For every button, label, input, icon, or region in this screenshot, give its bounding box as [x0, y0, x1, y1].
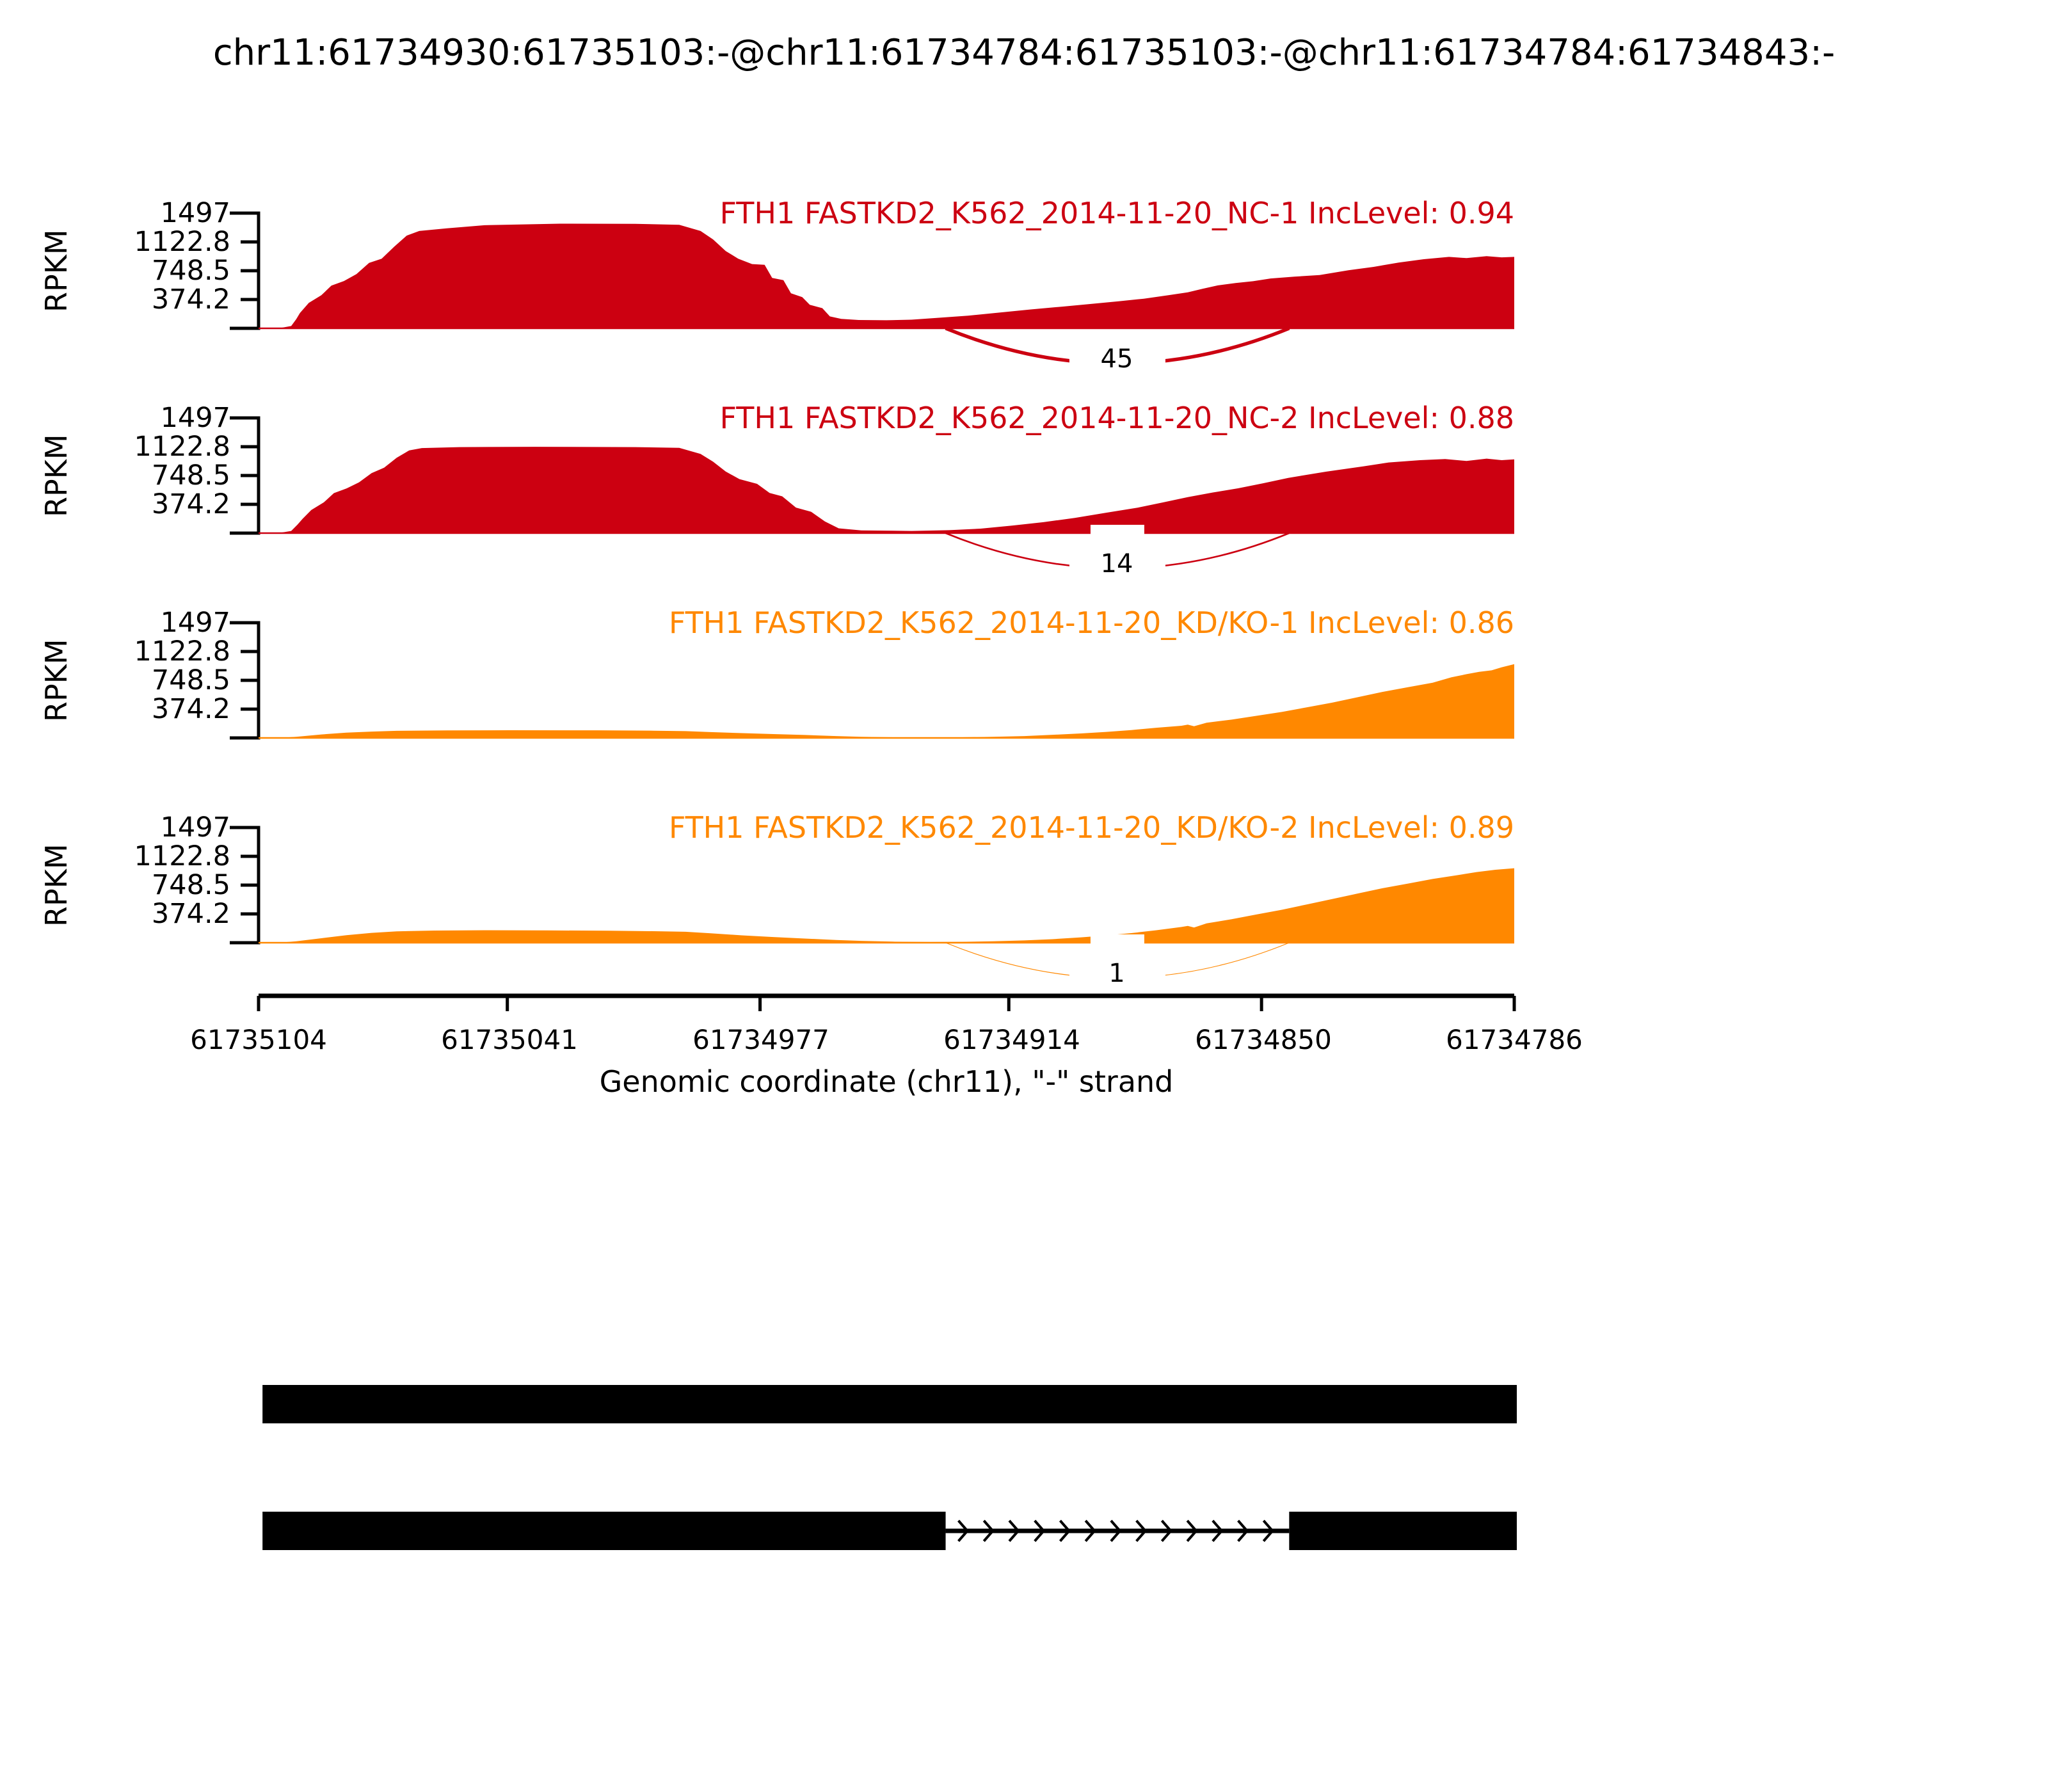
junction-read-count	[1021, 755, 1213, 782]
y-tick-label: 1497	[160, 812, 230, 844]
gene-model-exon	[262, 1512, 945, 1550]
coverage-area	[259, 224, 1514, 329]
y-tick-label: 374.2	[151, 898, 230, 930]
y-axis-spine	[230, 623, 259, 738]
x-tick-label: 61735104	[190, 1024, 327, 1055]
y-axis-label: RPKM	[39, 639, 74, 722]
gene-model-exon	[1289, 1512, 1517, 1550]
x-axis-label: Genomic coordinate (chr11), "-" strand	[599, 1064, 1174, 1099]
y-tick-label: 1122.8	[134, 431, 230, 463]
y-tick-label: 748.5	[151, 460, 230, 492]
baseline-notch	[1091, 525, 1144, 536]
y-tick-label: 748.5	[151, 869, 230, 901]
junction-read-count: 45	[1100, 344, 1133, 374]
y-tick-label: 748.5	[151, 664, 230, 696]
y-tick-label: 374.2	[151, 693, 230, 725]
coverage-area	[259, 868, 1514, 943]
y-tick-label: 1122.8	[134, 636, 230, 668]
y-tick-label: 1497	[160, 607, 230, 639]
y-axis-spine	[230, 828, 259, 943]
track-title: FTH1 FASTKD2_K562_2014-11-20_NC-1 IncLevel: 0.94	[719, 196, 1514, 230]
junction-read-count: 14	[1100, 549, 1133, 579]
coverage-area	[259, 447, 1514, 533]
y-tick-label: 374.2	[151, 284, 230, 316]
y-axis-label: RPKM	[39, 229, 74, 312]
y-axis-spine	[230, 418, 259, 533]
y-axis-label: RPKM	[39, 434, 74, 517]
y-axis-spine	[230, 213, 259, 328]
x-tick-label: 61734786	[1446, 1024, 1583, 1055]
gene-model-exon	[262, 1385, 1517, 1423]
y-tick-label: 1122.8	[134, 226, 230, 258]
x-tick-label: 61734850	[1195, 1024, 1332, 1055]
y-tick-label: 748.5	[151, 255, 230, 287]
y-tick-label: 1122.8	[134, 840, 230, 872]
track-title: FTH1 FASTKD2_K562_2014-11-20_NC-2 IncLevel: 0.88	[719, 401, 1514, 435]
track-title: FTH1 FASTKD2_K562_2014-11-20_KD/KO-1 IncLevel: 0.86	[668, 605, 1514, 640]
y-tick-label: 1497	[160, 402, 230, 434]
y-axis-label: RPKM	[39, 844, 74, 927]
coverage-area	[259, 664, 1514, 738]
x-tick-label: 61734914	[943, 1024, 1080, 1055]
x-tick-label: 61734977	[692, 1024, 829, 1055]
y-tick-label: 1497	[160, 197, 230, 229]
track-title: FTH1 FASTKD2_K562_2014-11-20_KD/KO-2 IncLevel: 0.89	[668, 810, 1514, 845]
y-tick-label: 374.2	[151, 488, 230, 520]
x-tick-label: 61735041	[441, 1024, 578, 1055]
baseline-notch	[1091, 934, 1144, 945]
plot-title: chr11:61734930:61735103:-@chr11:61734784:61735103:-@chr11:61734784:61734843:-	[212, 32, 1836, 74]
junction-read-count: 1	[1108, 959, 1125, 988]
